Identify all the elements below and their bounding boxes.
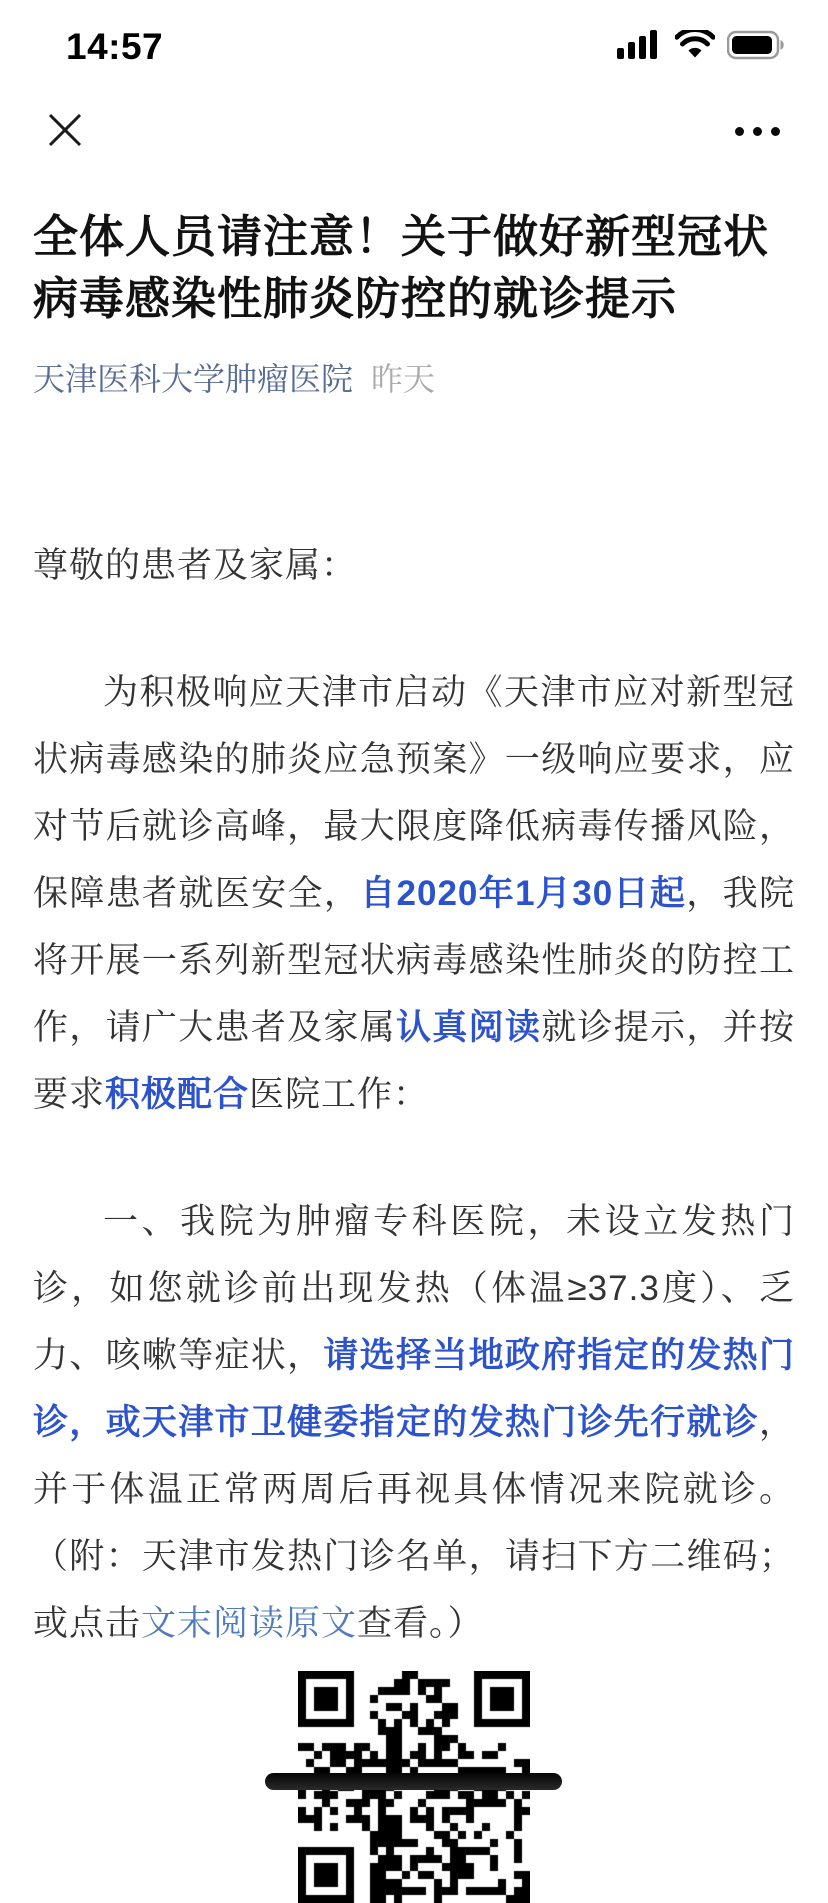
publish-date: 昨天 [371,361,436,397]
scan-line-bar [265,1773,562,1790]
paragraph-2 [33,1188,795,1657]
qr-code-block [298,1671,530,1903]
text-segment: ，并于体温正常两周后再视具体情况来院就诊。（附：天津市发热门诊名单，请扫下方二维码；或点击 [33,1403,795,1643]
highlight-text: 自2020年1月30日起 [360,874,687,913]
article [0,206,828,1903]
account-link[interactable]: 天津医科大学肿瘤医院 [33,361,354,397]
byline [33,354,795,400]
salutation: 尊敬的患者及家属： [33,546,358,585]
battery-icon [727,30,785,65]
text-segment: ，我院将开展一系列新型冠状病毒感染性肺炎的防控工作，请广大患者及家属 [33,874,795,1047]
text-segment: 为积极响应天津市启动《天津市应对新型冠状病毒感染的肺炎应急预案》一级响应要求，应对节后就诊高峰，最大限度降低病毒传播风险，保障患者就医安全， [33,673,795,913]
text-segment: 医院工作： [249,1075,430,1114]
clock-time: 14:57 [66,26,164,67]
close-button[interactable] [46,111,84,152]
cellular-signal-icon [617,30,663,65]
highlight-text: 请选择当地政府指定的发热门诊，或天津市卫健委指定的发热门诊先行就诊 [33,1336,795,1442]
text-segment: 一、我院为肿瘤专科医院，未设立发热门诊，如您就诊前出现发热（体温≥37.3度）、乏力、咳嗽等症状， [33,1202,795,1375]
status-icons [617,30,785,65]
paragraph-1 [33,659,795,1128]
highlight-text: 积极配合 [105,1075,250,1114]
wifi-icon [675,30,715,65]
close-icon [46,111,84,152]
more-button[interactable] [735,127,780,136]
navbar [0,102,828,160]
status-bar [0,0,828,88]
highlight-text: 认真阅读 [395,1008,542,1047]
article-title: 全体人员请注意！关于做好新型冠状病毒感染性肺炎防控的就诊提示 [33,211,770,324]
text-segment: 查看。） [357,1604,484,1643]
ellipsis-icon [735,127,780,136]
text-segment: 就诊提示，并按要求 [33,1008,795,1114]
read-original-link[interactable]: 文末阅读原文 [141,1604,358,1643]
